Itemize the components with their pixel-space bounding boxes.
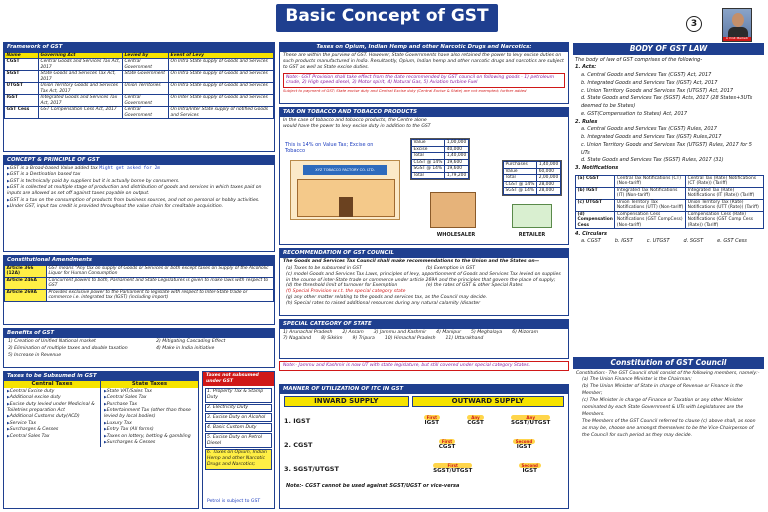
body-law-content <box>573 55 764 175</box>
page-title: Basic Concept of GST <box>285 6 489 26</box>
constitutional-table <box>4 265 274 302</box>
framework-col-event: Event of Levy <box>169 52 274 59</box>
constitution-council-content <box>573 369 764 442</box>
bill-cell: 28,000 <box>537 181 561 188</box>
second-tag: Second <box>513 439 535 444</box>
framework-cell: Central Goods and Services Tax Act, 2017 <box>39 59 123 71</box>
framework-cell: Integrated Goods and Services Tax Act, 2017 <box>39 95 123 107</box>
page-number: 3 <box>690 19 698 29</box>
list-item: 8) Sikkim <box>321 335 343 341</box>
framework-cell: On Intra State supply of Goods and Services <box>169 71 274 83</box>
concept-section <box>3 155 275 252</box>
list-item <box>7 204 271 210</box>
framework-cell: GST Compensation Cess Act, 2017 <box>39 107 123 119</box>
itc-first-value: IGST <box>424 419 440 426</box>
itc-row <box>284 433 564 457</box>
framework-table <box>4 52 274 120</box>
wholesaler-bill-table <box>411 139 469 179</box>
list-item: 5. Excise Duty on Petrol Diesel <box>205 433 272 448</box>
list-item: ▶ Service Tax <box>7 421 97 427</box>
framework-cell: On Intra State supply of Goods and Services <box>169 83 274 95</box>
framework-cell: GST Cess <box>5 107 39 119</box>
bill-cell: Value <box>412 140 445 147</box>
framework-cell: Central Government <box>123 95 169 107</box>
not-subsumed-note: Petrol is subject to GST <box>207 499 261 505</box>
bill-cell: 19,600 <box>445 166 469 173</box>
tobacco-heading: TAX ON TOBACCO AND TOBACCO PRODUCTS <box>280 108 568 117</box>
list-item: e. GST(Compensation to States) Act, 2017 <box>581 110 688 117</box>
table-row <box>5 71 274 83</box>
concept-item-text: Under GST, input tax credit is provided throughout the value chain for creditable acquisition. <box>9 204 224 210</box>
recommendation-section <box>279 248 569 316</box>
concept-item-text: GST is a Broad-based Value added tax <box>9 165 98 171</box>
list-item: d. State Goods and Services Tax (SGST) Acts, 2017 (28 States+3UTs deemed to be States) <box>581 95 753 110</box>
list-item <box>7 198 271 204</box>
list-item: 6. Taxes on Opium, Indian Hemp and other Narcotic Drugs and Narcotics; <box>205 449 272 470</box>
itc-first <box>424 415 440 427</box>
list-item: b. IGST <box>614 237 633 244</box>
benefits-section <box>3 328 275 368</box>
framework-section <box>3 42 275 152</box>
list-item: 11) Uttarakhand <box>445 335 484 341</box>
constitution-intro: Constitution:- The GST Council shall consist of the following members, namely:- <box>576 370 760 376</box>
table-row <box>576 175 764 187</box>
itc-any-1 <box>467 415 484 427</box>
body-law-section <box>572 42 765 352</box>
list-item: ▶ Central Excise duty <box>7 389 97 395</box>
itc-inward-label: 2. CGST <box>284 440 313 449</box>
bill-cell: 1,00,000 <box>445 140 469 147</box>
outward-supply-heading: OUTWARD SUPPLY <box>412 396 564 407</box>
list-item: 9) Tripura <box>352 335 375 341</box>
bill-cell: 40,000 <box>445 146 469 153</box>
itc-inward-label: 3. SGST/UTGST <box>284 464 339 473</box>
opium-note-2: Subject to payment of GST; State excise duty and Central Excise duty (Central Excise & State) are not exempted; further added <box>283 88 527 94</box>
itc-second-value: IGST <box>516 443 532 450</box>
list-item: c. Union Territory Goods and Services Tax (UTGST) Rules, 2017 for 5 UTs <box>581 141 752 156</box>
central-taxes-list <box>4 388 100 441</box>
framework-cell: Central Government <box>123 59 169 71</box>
wholesaler-building-icon <box>430 192 476 228</box>
list-item: c. UTGST <box>646 237 670 244</box>
concept-annotation: Might get asked for 2m <box>99 165 161 171</box>
bill-cell: Total <box>412 153 445 160</box>
list-item: The Members of the GST Council referred to clause (c) above shall, as soon as may be, choose one amongst themselves to be the Vice-Chairperson of the Council for such period as they may decide. <box>582 418 756 438</box>
circulars-list <box>575 238 762 244</box>
list-item: 3) Elimination of multiple taxes and double taxation <box>8 345 128 351</box>
list-item: 2. Electricity Duty <box>205 404 272 413</box>
framework-cell: On Intra State supply of Goods and Services <box>169 59 274 71</box>
list-item: b. Integrated Goods and Services Tax (IGST) Act, 2017 <box>581 79 718 86</box>
list-item: 1. Property Tax & Stamp Duty <box>205 388 272 403</box>
list-item: 2) Assam <box>342 329 364 335</box>
bill-cell: Total <box>412 172 445 179</box>
table-row <box>576 211 764 229</box>
retailer-building-icon <box>512 204 552 228</box>
list-item: (c) The Minister in charge of Finance or Taxation or any other Minister nominated by each State Government & UTs with Legislatures are the Members. <box>582 398 744 417</box>
central-taxes-heading: Central Taxes <box>4 381 100 388</box>
table-row <box>504 188 561 195</box>
itc-first <box>433 463 472 475</box>
table-row <box>5 107 274 119</box>
notif-cell: Compensation Cess Notifications (GST CompCess) (Non-tariff) <box>615 211 686 229</box>
list-item: (h) Special rates to raised additional resources during any natural calamity /disaster <box>286 301 481 307</box>
bill-cell: SGST @ 14% <box>504 188 537 195</box>
framework-cell: State Government <box>123 71 169 83</box>
benefits-list <box>4 338 274 360</box>
framework-cell: CGST <box>5 59 39 71</box>
article-cell: Article 269A <box>5 289 47 301</box>
acts-heading: 1. Acts: <box>575 64 597 71</box>
table-row <box>5 59 274 71</box>
framework-cell: On Inter State supply of Goods and Services <box>169 95 274 107</box>
inward-supply-heading: INWARD SUPPLY <box>284 396 409 407</box>
framework-cell: Union Territory Goods and Services Tax Act, 2017 <box>39 83 123 95</box>
bill-cell: 60,000 <box>537 168 561 175</box>
list-item: 4) Make in India initiative <box>156 345 215 351</box>
notif-cell: Central Tax Notifications (CT) (Non-tariff) <box>615 175 686 187</box>
constitution-council-heading: Constitution of GST Council <box>573 357 764 369</box>
bill-cell: Purchases <box>504 162 537 169</box>
list-item: ▶ Central Sales Tax <box>7 434 97 440</box>
article-text: Provides exclusive power to the Parliament to legislate with respect to Inter-State trade or commerce i.e. integrated tax (IGST) (including import) <box>47 289 274 301</box>
bill-cell: 2,00,000 <box>537 175 561 182</box>
opium-heading: Taxes on Opium, Indian Hemp and other Narcotic Drugs and Narcotics: <box>280 43 568 52</box>
bill-cell: SGST @ 14% <box>412 166 445 173</box>
concept-item-text: GST is a tax on the consumption of products from business sources, and not on personal or hobby activities. <box>9 197 260 203</box>
list-item: (b) Exemption in GST <box>426 265 475 271</box>
special-category-section <box>279 319 569 359</box>
list-item: 3. Excise Duty on Alcohol <box>205 413 272 422</box>
retailer-bill <box>502 160 562 196</box>
body-law-heading: BODY OF GST LAW <box>573 43 764 55</box>
page-number-badge <box>686 16 702 32</box>
list-item: ▶ Luxury Tax <box>104 421 195 427</box>
recommendation-heading: RECOMMENDATION OF GST COUNCIL <box>280 249 568 258</box>
list-item: (b) The Union Minister of State in charge of Revenue or Finance is the Member; <box>582 384 743 397</box>
not-subsumed-heading: Taxes not subsumed under GST <box>203 372 274 386</box>
itc-note: Note:- CGST cannot be used against SGST/UGST or vice-versa <box>286 482 460 489</box>
list-item <box>7 172 271 178</box>
first-tag: First <box>439 439 456 444</box>
constitution-council-section <box>572 356 765 509</box>
framework-cell: IGST <box>5 95 39 107</box>
list-item: 10) Himachal Pradesh <box>384 335 436 341</box>
tobacco-annotation: This is 14% on Value Tax; Excise on Tobacco <box>285 142 374 155</box>
itc-inward-label: 1. IGST <box>284 416 311 425</box>
table-row <box>504 181 561 188</box>
table-row <box>412 159 469 166</box>
opium-note: Note:- GST Provision shall take effect from the date recommended by GST council on following goods - 1) petroleum crude, 2) High speed diesel, 3) Motor spirit, 4) Natural Gas, 5) Aviation turbine Fuel <box>283 73 565 89</box>
itc-third-value: SGST/UTGST <box>511 419 551 426</box>
framework-cell: Union Territories <box>123 83 169 95</box>
framework-col-name: Name <box>5 52 39 59</box>
table-row <box>5 265 274 277</box>
list-item <box>7 185 271 197</box>
table-row <box>5 95 274 107</box>
concept-item-text: GST is technically paid by suppliers but it is actually borne by consumers. <box>9 178 180 184</box>
first-tag: First <box>433 463 472 468</box>
list-item: (f) Special Provision w.r.t. the special category state <box>286 289 406 295</box>
framework-cell: SGST <box>5 71 39 83</box>
list-item: ▶ Entertainment Tax (other than those levied by local bodies) <box>104 408 195 420</box>
benefits-heading: Benefits of GST <box>4 329 274 338</box>
list-item: ▶ Central Sales Tax <box>104 395 195 401</box>
notif-cell: Union Territory Tax (Rate) Notifications (UTT (Rate)) (Tariff) <box>686 199 764 211</box>
article-cell: Article 366 (12A) <box>5 265 47 277</box>
concept-heading: CONCEPT & PRINCIPLE OF GST <box>4 156 274 165</box>
list-item: (e) the rates of GST & other Special Rates <box>426 283 523 289</box>
itc-first-value: SGST/UTGST <box>433 467 473 474</box>
notif-cell: (b) IGST <box>576 187 615 199</box>
list-item: 1) Arunachal Pradesh <box>283 329 333 335</box>
list-item: (g) any other matter relating to the goods and services tax, as the Council may decide. <box>286 295 488 301</box>
bill-cell: 19,600 <box>445 159 469 166</box>
recommendation-list <box>280 266 568 307</box>
framework-heading: Framework of GST <box>4 43 274 52</box>
list-item: ▶ Entry Tax (All forms) <box>104 427 195 433</box>
bill-cell: Total <box>504 175 537 182</box>
concept-list <box>4 165 274 212</box>
list-item: ▶ Surcharges & Cesses <box>104 440 195 446</box>
list-item: (a) Taxes to be subsumed in GST <box>286 265 362 271</box>
list-item: d. SGST <box>683 237 704 244</box>
framework-cell: Central Government <box>123 107 169 119</box>
list-item: d. State Goods and Services Tax (SGST) Rules, 2017 (31) <box>581 157 724 164</box>
list-item: 5) Increase in Revenue <box>8 352 62 358</box>
constitutional-heading: Constitutional Amendments <box>4 256 274 265</box>
itc-second <box>519 463 541 475</box>
not-subsumed-section <box>202 371 275 509</box>
list-item: a. Central Goods and Services Tax (CGST) Rules, 2017 <box>581 126 717 133</box>
constitutional-section <box>3 255 275 325</box>
list-item: a. Central Goods and Services Tax (CGST) Act, 2017 <box>581 72 712 79</box>
retailer-label: RETAILER <box>518 232 546 238</box>
any-tag: Any <box>511 415 550 420</box>
wholesaler-bill <box>410 138 470 180</box>
circulars-block <box>573 229 764 246</box>
any-tag: Any <box>467 415 484 420</box>
notif-cell: Integrated Tax Notifications (IT) (Non-tariff) <box>615 187 686 199</box>
opium-section <box>279 42 569 104</box>
not-subsumed-list <box>203 386 274 472</box>
acts-list <box>575 72 762 119</box>
author-avatar <box>722 8 752 42</box>
bill-cell: CGST @ 14% <box>504 181 537 188</box>
special-category-note: Note:- Jammu and Kashmir is now UT with state legislature, but still covered under special category States. <box>279 361 569 371</box>
wholesaler-label: WHOLESALER <box>436 232 476 238</box>
list-item <box>7 179 271 185</box>
itc-any-2 <box>511 415 550 427</box>
list-item: (d) the threshold limit of turnover for Exemption <box>286 283 398 289</box>
framework-cell: On Intra/Inter State supply of notified Goods and Services <box>169 107 274 119</box>
itc-first-value: CGST <box>438 443 456 450</box>
itc-second-value: CGST <box>467 419 484 426</box>
itc-second <box>513 439 535 451</box>
bill-cell: CGST @ 14% <box>412 159 445 166</box>
list-item: b. Integrated Goods and Services Tax (IGST) Rules,2017 <box>581 134 722 141</box>
list-item: ▶ Additional excise duty <box>7 395 97 401</box>
itc-second-value: IGST <box>522 467 537 474</box>
subsumed-section <box>3 371 199 509</box>
table-row <box>576 199 764 211</box>
notif-cell: Integrated Tax (Rate) Notifications (IT (Rate)) (Tariff) <box>686 187 764 199</box>
recommendation-intro: The Goods and Services Tax Council shall make recommendations to the Union and the States on— <box>283 258 540 264</box>
factory-door-icon <box>339 197 353 217</box>
list-item: 4. Basic Custom Duty <box>205 423 272 432</box>
list-item: (c) model Goods and Services Tax Laws, principles of levy, apportionment of Goods and Services Tax levied on supplies in the course of inter-State trade or commerce under article 269A and the principles that govern the place of supply; <box>286 271 561 283</box>
author-label: A Vinit Marketr <box>723 37 751 41</box>
subsumed-heading: Taxes to be Subsumed in GST <box>4 372 198 381</box>
rules-heading: 2. Rules <box>575 118 598 125</box>
list-item: ▶ Additional Customs duty(ACD) <box>7 414 97 420</box>
table-row <box>412 172 469 179</box>
first-tag: First <box>424 415 440 420</box>
itc-section <box>279 384 569 509</box>
table-row <box>576 187 764 199</box>
state-taxes-heading: State Taxes <box>101 381 198 388</box>
notif-cell: Central Tax (Rate) Notifications (CT (Rate)) (Tariff) <box>686 175 764 187</box>
bill-cell: 1,40,000 <box>537 162 561 169</box>
framework-cell: State Goods and Services Tax Act, 2017 <box>39 71 123 83</box>
list-item <box>7 166 271 172</box>
list-item: 6) Mizoram <box>512 329 539 335</box>
retailer-bill-table <box>503 161 561 195</box>
central-taxes-column <box>4 381 101 448</box>
list-item: 4) Manipur <box>436 329 462 335</box>
state-taxes-column <box>101 381 198 448</box>
list-item: (a) The Union Finance Minister is the Chairman; <box>582 377 692 383</box>
bill-cell: Value <box>504 168 537 175</box>
article-cell: Article 246A <box>5 277 47 289</box>
bill-cell: 1,40,000 <box>445 153 469 160</box>
second-tag: Second <box>519 463 541 468</box>
notif-cell: (c) UTGST <box>576 199 615 211</box>
opium-text: These are within the purview of GST. However, State Governments have also retained the power to levy excise duties on such products manufactured in India. Resultantly, Opium, Indian hemp and other narcotic drugs and narcotics are subject to GST as well as State excise duties. <box>283 52 564 70</box>
company-label: XYZ TOBACCO FACTORY CO. LTD. <box>315 168 375 172</box>
notif-cell: (a) CGST <box>576 175 615 187</box>
list-item: 2) Mitigating Cascading Effect <box>156 338 226 344</box>
tobacco-section <box>279 107 569 245</box>
factory-sign <box>303 165 387 175</box>
bill-cell: Excise <box>412 146 445 153</box>
notif-cell: Compensation Cess (Rate) Notifications (GST Comp Cess (Rate)) (Tariff) <box>686 211 764 229</box>
concept-item-text: GST is collected at multiple stage of production and distribution of goods and services in which taxes paid on inputs are allowed as set off against taxes payable on output. <box>7 185 262 197</box>
notifications-heading: 3. Notifications <box>575 165 619 172</box>
itc-row <box>284 457 564 481</box>
list-item: a. CGST <box>581 237 601 244</box>
article-text: Concurrent powers to both, Parliament and State Legislatures is given to make laws with respect to GST <box>47 277 274 289</box>
list-item: ▶ Taxes on lottery, betting & gambling <box>104 434 195 440</box>
table-row <box>412 166 469 173</box>
list-item: 7) Nagaland <box>283 335 312 341</box>
table-row <box>5 289 274 301</box>
bill-cell: 1,79,200 <box>445 172 469 179</box>
framework-col-act: Governing Act <box>39 52 123 59</box>
itc-heading: MANNER OF UTILIZATION OF ITC IN GST <box>280 385 568 394</box>
itc-first <box>439 439 456 451</box>
circulars-heading: 4. Circulars <box>575 231 608 238</box>
concept-item-text: GST is a Destination based tax <box>9 172 81 178</box>
body-law-intro: The body of law of GST comprises of the following- <box>575 56 703 63</box>
list-item: ▶ State VAT/Sales Tax <box>104 389 195 395</box>
notif-cell: Union Territory Tax Notifications (UTT) (Non-tariff) <box>615 199 686 211</box>
itc-row <box>284 409 564 433</box>
list-item: e. GST Cess <box>717 237 747 244</box>
framework-col-levied: Levied by <box>123 52 169 59</box>
table-row <box>5 83 274 95</box>
notifications-table <box>575 175 764 230</box>
framework-cell: UTGST <box>5 83 39 95</box>
list-item: ▶ Surcharges & Cesses <box>7 427 97 433</box>
list-item: ▶ Purchase Tax <box>104 402 195 408</box>
factory-illustration <box>290 160 400 220</box>
list-item: c. Union Territory Goods and Services Tax (UTGST) Act, 2017 <box>581 87 734 94</box>
bill-cell: 28,000 <box>537 188 561 195</box>
special-category-list <box>280 329 568 343</box>
list-item: 1) Creation of Unified National market <box>8 338 96 344</box>
list-item: 5) Meghalaya <box>471 329 503 335</box>
table-row <box>5 277 274 289</box>
constitution-list <box>576 377 761 439</box>
tobacco-text: In the case of tobacco and tobacco products, the Centre alone would have the power to levy excise duty in addition to the GST <box>283 117 431 129</box>
avatar-head-icon <box>732 13 744 27</box>
list-item: ▶ Excise duty levied under Medicinal & Toiletries preparation Act <box>7 402 97 414</box>
article-text: GST means "Any tax on supply of Goods or Services or both except taxes on Supply of the Alcoholic Liquor for Human Consumption <box>47 265 274 277</box>
rules-list <box>575 126 762 165</box>
notif-cell: (d) Compensation Cess <box>577 211 613 228</box>
state-taxes-list <box>101 388 198 448</box>
special-category-heading: SPECIAL CATEGORY OF STATE <box>280 320 568 329</box>
list-item: 3) Jammu and Kashmir <box>373 329 427 335</box>
